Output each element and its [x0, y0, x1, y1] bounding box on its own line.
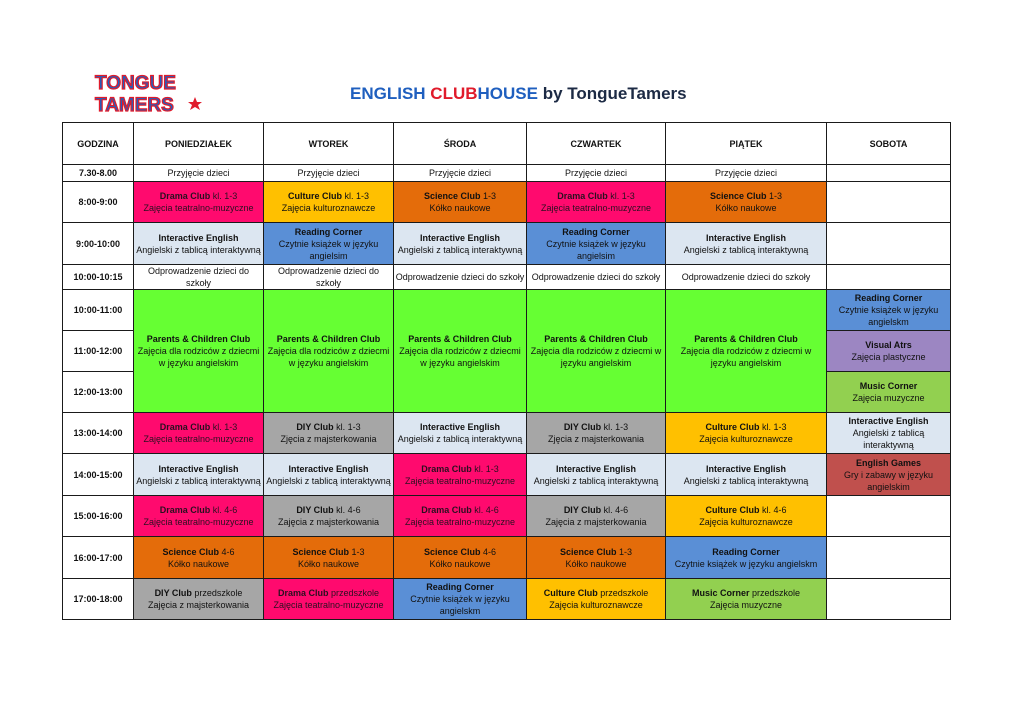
- activity-name: Science Club: [423, 191, 481, 201]
- schedule-row: [63, 496, 951, 537]
- schedule-table: [62, 122, 951, 620]
- activity-name: Science Club: [559, 546, 617, 557]
- schedule-cell: [827, 579, 951, 620]
- schedule-row: [63, 579, 951, 620]
- time-slot: 13:00-14:00: [63, 413, 134, 454]
- activity-description: Czytnie książek w języku angielskm: [410, 594, 510, 616]
- activity-description: Kółko naukowe: [167, 558, 230, 569]
- time-slot: 16:00-17:00: [63, 537, 134, 579]
- activity-description: Angielski z tablicą interaktywną: [136, 475, 261, 486]
- activity-description: Zajęcia dla rodziców z dziecmi w języku angielskim: [137, 346, 260, 368]
- activity-description: Zajęcia kulturoznawcze: [281, 203, 376, 213]
- schedule-cell: [394, 496, 527, 537]
- activity-name: Parents & Children Club: [408, 334, 512, 344]
- activity-description: Zajęcia teatralno-muzyczne: [143, 517, 254, 527]
- activity-name: Drama Club: [159, 505, 211, 515]
- column-header: WTOREK: [264, 123, 394, 165]
- activity-title: [528, 226, 664, 238]
- schedule-cell: [134, 496, 264, 537]
- activity-name: Parents & Children Club: [276, 334, 381, 344]
- activity-title: [395, 232, 525, 244]
- activity-title: [528, 463, 664, 475]
- activity-description: Przyjęcie dzieci: [428, 168, 492, 178]
- time-slot: 17:00-18:00: [63, 579, 134, 620]
- activity-title: [395, 190, 525, 202]
- activity-grade: kl. 4-6: [759, 505, 787, 515]
- schedule-cell: [827, 165, 951, 182]
- schedule-cell: [827, 496, 951, 537]
- activity-title: [667, 421, 825, 433]
- activity-grade: kl. 1-3: [210, 191, 238, 201]
- activity-description: Zajęcia teatralno-muzyczne: [143, 203, 254, 213]
- activity-description: Zjęcia z majsterkowania: [280, 434, 377, 444]
- schedule-row: [63, 454, 951, 496]
- activity-description: Zajęcia dla rodziców z dziecmi w języku angielskim: [267, 346, 390, 368]
- time-slot: 15:00-16:00: [63, 496, 134, 537]
- activity-title: [265, 226, 392, 238]
- activity-grade: kl. 4-6: [210, 505, 238, 515]
- activity-description: Gry i zabawy w języku angielskim: [843, 469, 934, 492]
- activity-name: DIY Club: [563, 505, 602, 515]
- activity-title: [265, 504, 392, 516]
- activity-name: Culture Club: [705, 422, 760, 432]
- activity-title: [667, 463, 825, 475]
- activity-title: [528, 333, 664, 345]
- schedule-cell: [264, 537, 394, 579]
- schedule-cell: [264, 496, 394, 537]
- activity-name: Interactive English: [158, 232, 239, 243]
- column-header: PONIEDZIAŁEK: [134, 123, 264, 165]
- page-title: [350, 84, 687, 104]
- activity-name: DIY Club: [154, 588, 192, 598]
- schedule-cell: [666, 537, 827, 579]
- schedule-cell: [394, 454, 527, 496]
- schedule-cell: [827, 182, 951, 223]
- activity-description: Kółko naukowe: [429, 203, 491, 213]
- activity-name: DIY Club: [296, 505, 334, 515]
- activity-description: Odprowadzenie dzieci do szkoły: [681, 272, 811, 282]
- schedule-cell: [666, 182, 827, 223]
- schedule-cell: [134, 223, 264, 265]
- activity-description: Zajęcia z majsterkowania: [277, 517, 380, 527]
- activity-name: Interactive English: [419, 232, 501, 243]
- activity-name: Interactive English: [705, 232, 787, 243]
- activity-name: DIY Club: [296, 422, 334, 432]
- title-club: CLUB: [430, 84, 478, 103]
- activity-title: [265, 421, 392, 433]
- activity-title: [265, 463, 392, 475]
- time-slot: 7.30-8.00: [63, 165, 134, 182]
- schedule-cell: [264, 413, 394, 454]
- activity-title: [667, 546, 825, 558]
- schedule-cell: [527, 265, 666, 290]
- activity-title: [395, 463, 525, 475]
- activity-description: Zajęcia z majsterkowania: [147, 600, 250, 610]
- activity-description: Zajęcia muzyczne: [709, 600, 783, 610]
- activity-description: Odprowadzenie dzieci do szkoły: [531, 272, 661, 282]
- schedule-cell: [264, 454, 394, 496]
- time-slot: 10:00-11:00: [63, 290, 134, 331]
- schedule-cell: [527, 223, 666, 265]
- activity-description: Angielski z tablicą interaktywną: [683, 244, 809, 255]
- activity-description: Przyjęcie dzieci: [167, 168, 230, 178]
- schedule-cell: [827, 537, 951, 579]
- activity-grade: przedszkole: [328, 588, 380, 598]
- activity-title: [395, 546, 525, 558]
- column-header: CZWARTEK: [527, 123, 666, 165]
- activity-description: Przyjęcie dzieci: [297, 168, 360, 178]
- activity-description: Zajęcia kulturoznawcze: [549, 600, 643, 610]
- schedule-row: [63, 413, 951, 454]
- activity-description: Zajęcia muzyczne: [852, 393, 925, 403]
- activity-name: Interactive English: [848, 416, 929, 426]
- activity-name: Reading Corner: [854, 293, 923, 303]
- schedule-cell: [527, 182, 666, 223]
- svg-text:TONGUE: TONGUE: [95, 73, 176, 94]
- schedule-cell: [666, 265, 827, 290]
- activity-title: [528, 504, 664, 516]
- schedule-cell: [827, 223, 951, 265]
- activity-name: Music Corner: [859, 381, 918, 391]
- activity-title: [395, 504, 525, 516]
- activity-description: Odprowadzenie dzieci do szkoły: [147, 266, 250, 288]
- schedule-cell: [264, 165, 394, 182]
- activity-description: Zajęcia dla rodziców z dziecmi w języku angielskim: [680, 346, 812, 368]
- schedule-cell: [134, 413, 264, 454]
- schedule-cell: [527, 290, 666, 413]
- activity-description: Kółko naukowe: [715, 203, 777, 213]
- activity-grade: przedszkole: [191, 588, 243, 598]
- schedule-cell: [394, 290, 527, 413]
- activity-description: Angielski z tablicą interaktywną: [266, 475, 391, 486]
- schedule-cell: [394, 579, 527, 620]
- schedule-cell: [827, 413, 951, 454]
- activity-name: Reading Corner: [562, 226, 630, 237]
- activity-grade: 1-3: [616, 546, 633, 557]
- activity-description: Kółko naukowe: [429, 558, 491, 569]
- schedule-cell: [394, 182, 527, 223]
- activity-title: [135, 333, 262, 345]
- schedule-cell: [527, 537, 666, 579]
- activity-title: [135, 190, 262, 202]
- activity-title: [828, 415, 949, 427]
- activity-description: Czytnie książek w języku angielsim: [278, 238, 379, 261]
- activity-title: [395, 421, 525, 433]
- activity-grade: 1-3: [349, 546, 365, 557]
- activity-grade: kl. 1-3: [341, 191, 369, 201]
- activity-name: Drama Club: [277, 588, 329, 598]
- activity-name: Science Club: [162, 546, 219, 557]
- activity-description: Zajęcia dla rodziców z dziecmi w języku angielskim: [530, 346, 662, 368]
- schedule-row: [63, 182, 951, 223]
- schedule-cell: [666, 496, 827, 537]
- schedule-cell: [827, 372, 951, 413]
- activity-grade: kl. 4-6: [601, 505, 629, 515]
- activity-name: English Games: [855, 457, 922, 468]
- schedule-cell: [394, 265, 527, 290]
- activity-title: [828, 292, 949, 304]
- activity-name: Interactive English: [705, 463, 787, 474]
- activity-title: [135, 587, 262, 599]
- schedule-cell: [134, 165, 264, 182]
- activity-title: [528, 587, 664, 599]
- schedule-cell: [394, 413, 527, 454]
- activity-description: Zajęcia teatralno-muzyczne: [273, 600, 384, 610]
- svg-text:TAMERS: TAMERS: [95, 95, 174, 116]
- activity-name: Science Club: [423, 546, 481, 557]
- schedule-cell: [666, 165, 827, 182]
- activity-description: Kółko naukowe: [565, 558, 627, 569]
- title-house: HOUSE: [477, 84, 538, 103]
- activity-grade: kl. 4-6: [333, 505, 361, 515]
- column-header: SOBOTA: [827, 123, 951, 165]
- activity-description: Zajęcia plastyczne: [851, 352, 926, 362]
- column-header: PIĄTEK: [666, 123, 827, 165]
- activity-name: Parents & Children Club: [694, 334, 798, 344]
- column-header: GODZINA: [63, 123, 134, 165]
- activity-title: [528, 421, 664, 433]
- activity-name: Culture Club: [287, 191, 342, 201]
- activity-description: Angielski z tablicą interaktywną: [852, 428, 925, 450]
- activity-grade: 4-6: [480, 546, 497, 557]
- activity-name: Drama Club: [159, 422, 211, 432]
- activity-name: Reading Corner: [294, 226, 363, 237]
- activity-description: Zajęcia teatralno-muzyczne: [143, 434, 254, 444]
- activity-grade: kl. 1-3: [333, 422, 361, 432]
- schedule-cell: [394, 165, 527, 182]
- activity-grade: kl. 1-3: [601, 422, 629, 432]
- activity-name: Interactive English: [419, 422, 501, 432]
- activity-description: Angielski z tablicą interaktywną: [533, 475, 659, 486]
- schedule-cell: [394, 537, 527, 579]
- activity-title: [395, 333, 525, 345]
- activity-grade: przedszkole: [597, 588, 649, 598]
- activity-title: [667, 190, 825, 202]
- activity-description: Angielski z tablicą interaktywną: [397, 434, 523, 444]
- time-slot: 14:00-15:00: [63, 454, 134, 496]
- activity-title: [265, 546, 392, 558]
- activity-grade: 1-3: [480, 191, 497, 201]
- activity-title: [528, 546, 664, 558]
- activity-name: Drama Club: [421, 463, 472, 474]
- schedule-cell: [134, 579, 264, 620]
- activity-name: Drama Club: [557, 191, 608, 201]
- time-slot: 12:00-13:00: [63, 372, 134, 413]
- schedule-cell: [827, 331, 951, 372]
- schedule-cell: [666, 223, 827, 265]
- activity-title: [828, 457, 949, 469]
- schedule-cell: [134, 537, 264, 579]
- activity-title: [667, 504, 825, 516]
- activity-name: Parents & Children Club: [146, 334, 251, 344]
- activity-description: Odprowadzenie dzieci do szkoły: [277, 266, 380, 288]
- header-row: [63, 123, 951, 165]
- activity-title: [265, 190, 392, 202]
- schedule-cell: [666, 290, 827, 413]
- activity-title: [265, 333, 392, 345]
- schedule-cell: [134, 454, 264, 496]
- activity-name: Culture Club: [705, 505, 760, 515]
- schedule-cell: [134, 290, 264, 413]
- activity-name: Drama Club: [159, 191, 211, 201]
- activity-name: Interactive English: [288, 463, 369, 474]
- activity-name: Reading Corner: [426, 582, 494, 592]
- activity-description: Angielski z tablicą interaktywną: [136, 244, 261, 255]
- schedule-cell: [666, 454, 827, 496]
- activity-title: [667, 333, 825, 345]
- activity-title: [395, 581, 525, 593]
- activity-name: Parents & Children Club: [544, 334, 648, 344]
- activity-description: Zajęcia teatralno-muzyczne: [540, 203, 652, 213]
- schedule-row: [63, 165, 951, 182]
- activity-description: Przyjęcie dzieci: [564, 168, 628, 178]
- schedule-cell: [666, 413, 827, 454]
- activity-description: Angielski z tablicą interaktywną: [683, 475, 809, 486]
- time-slot: 9:00-10:00: [63, 223, 134, 265]
- schedule-cell: [827, 290, 951, 331]
- activity-description: Zajęcia kulturoznawcze: [699, 434, 793, 444]
- activity-grade: 4-6: [219, 546, 235, 557]
- activity-name: Visual Atrs: [865, 340, 912, 350]
- title-english: ENGLISH: [350, 84, 431, 103]
- activity-description: Zajęcia teatralno-muzyczne: [404, 517, 516, 527]
- activity-grade: 1-3: [766, 191, 783, 201]
- activity-description: Zajęcia z majsterkowania: [545, 517, 647, 527]
- activity-title: [135, 504, 262, 516]
- activity-description: Zajęcia kulturoznawcze: [699, 517, 793, 527]
- schedule-row: [63, 265, 951, 290]
- schedule-cell: [264, 265, 394, 290]
- activity-description: Zjęcia z majsterkowania: [547, 434, 645, 444]
- activity-name: Science Club: [709, 191, 767, 201]
- activity-title: [828, 339, 949, 351]
- activity-description: Zajęcia dla rodziców z dziecmi w języku angielskim: [399, 346, 521, 368]
- activity-description: Czytnie książek w języku angielsim: [546, 238, 646, 261]
- activity-title: [828, 380, 949, 392]
- time-slot: 10:00-10:15: [63, 265, 134, 290]
- schedule-cell: [527, 454, 666, 496]
- activity-grade: kl. 1-3: [471, 463, 499, 474]
- schedule-cell: [264, 223, 394, 265]
- schedule-cell: [264, 579, 394, 620]
- schedule-cell: [527, 579, 666, 620]
- activity-title: [667, 587, 825, 599]
- activity-title: [135, 232, 262, 244]
- activity-name: Music Corner: [691, 588, 750, 598]
- activity-grade: kl. 1-3: [210, 422, 238, 432]
- schedule-cell: [827, 265, 951, 290]
- activity-name: Drama Club: [421, 505, 472, 515]
- star-icon: [188, 97, 202, 110]
- activity-description: Zajęcia teatralno-muzyczne: [404, 475, 516, 486]
- activity-title: [135, 463, 262, 475]
- schedule-row: [63, 223, 951, 265]
- activity-grade: kl. 1-3: [759, 422, 787, 432]
- activity-title: [135, 546, 262, 558]
- activity-title: [265, 587, 392, 599]
- schedule-cell: [527, 496, 666, 537]
- activity-description: Odprowadzenie dzieci do szkoły: [395, 272, 525, 282]
- schedule-cell: [264, 290, 394, 413]
- activity-title: [667, 232, 825, 244]
- time-slot: 11:00-12:00: [63, 331, 134, 372]
- schedule-cell: [827, 454, 951, 496]
- activity-name: Interactive English: [158, 463, 239, 474]
- activity-description: Czytnie książek w języku angielskm: [838, 305, 939, 327]
- activity-title: [528, 190, 664, 202]
- schedule-cell: [527, 165, 666, 182]
- schedule-cell: [527, 413, 666, 454]
- activity-description: Czytnie książek w języku angielskm: [674, 558, 818, 569]
- activity-grade: kl. 1-3: [607, 191, 635, 201]
- activity-name: Culture Club: [543, 588, 598, 598]
- schedule-cell: [134, 265, 264, 290]
- tongue-tamers-logo: [93, 70, 205, 116]
- activity-description: Kółko naukowe: [297, 558, 360, 569]
- schedule-cell: [394, 223, 527, 265]
- time-slot: 8:00-9:00: [63, 182, 134, 223]
- activity-name: Interactive English: [555, 463, 637, 474]
- activity-description: Angielski z tablicą interaktywną: [397, 244, 523, 255]
- schedule-cell: [134, 182, 264, 223]
- activity-title: [135, 421, 262, 433]
- activity-name: Reading Corner: [712, 546, 780, 557]
- schedule-cell: [666, 579, 827, 620]
- activity-name: DIY Club: [563, 422, 602, 432]
- activity-grade: przedszkole: [749, 588, 801, 598]
- schedule-row: [63, 290, 951, 331]
- activity-grade: kl. 4-6: [471, 505, 499, 515]
- activity-description: Przyjęcie dzieci: [714, 168, 778, 178]
- schedule-row: [63, 537, 951, 579]
- title-by: by TongueTamers: [537, 84, 687, 103]
- activity-name: Science Club: [292, 546, 349, 557]
- schedule-cell: [264, 182, 394, 223]
- column-header: ŚRODA: [394, 123, 527, 165]
